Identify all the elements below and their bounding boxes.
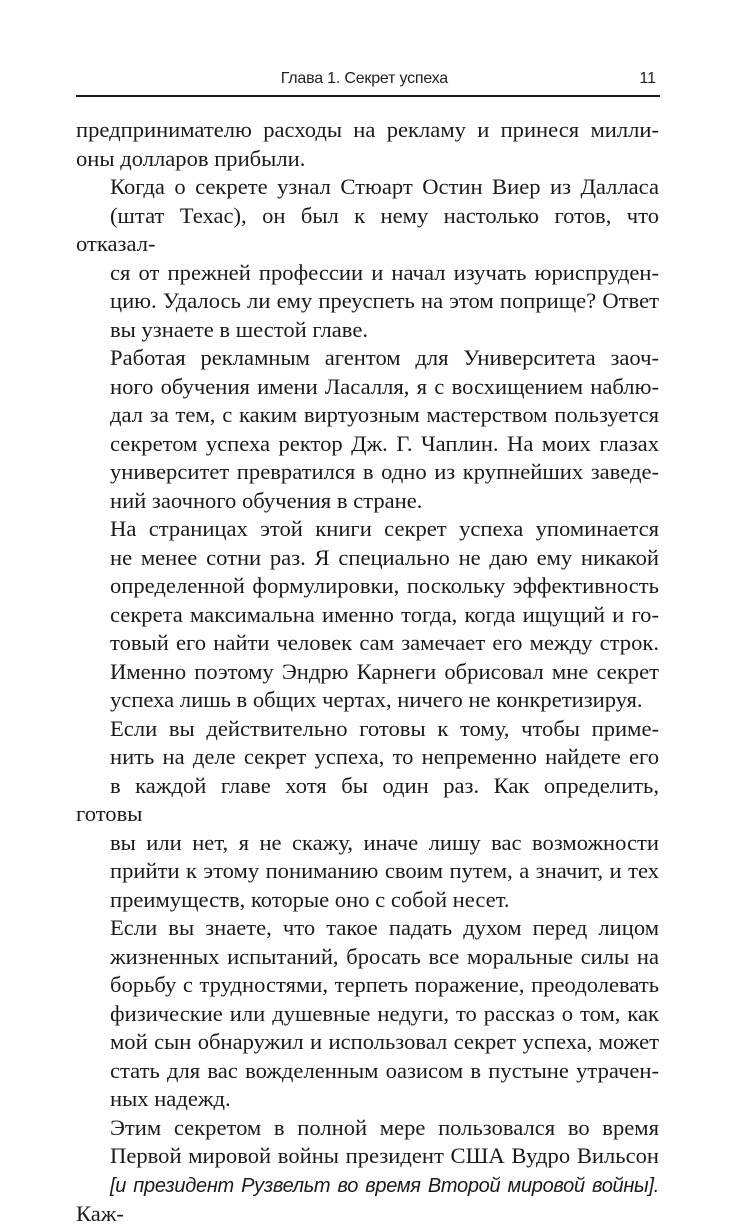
text-line: Если вы действительно готовы к тому, чтобы приме- (110, 715, 659, 741)
text-line: вы узнаете в шестой главе. (110, 316, 368, 342)
text-line-with-note (76, 1171, 659, 1229)
text-line: Если вы знаете, что такое падать духом перед лицом (110, 915, 659, 940)
text-line: Этим секретом в полной мере пользовался во время (110, 1114, 659, 1140)
text-line: стать для вас вожделенным оазисом в пустыне утрачен- (110, 1057, 659, 1083)
running-header (76, 70, 660, 96)
text-line: в каждой главе хотя бы один раз. Как определить, готовы (76, 772, 659, 826)
line-tail: Каж- (76, 1201, 124, 1226)
text-line: ного обучения имени Ласалля, я с восхищением наблю- (110, 373, 659, 399)
page-number: 11 (639, 70, 656, 87)
text-line: (штат Техас), он был к нему настолько готов, что отказал- (76, 202, 659, 256)
paragraph (76, 914, 659, 1114)
text-line: ся от прежней профессии и начал изучать юриспруден- (110, 259, 659, 285)
text-line: ных надежд. (110, 1086, 231, 1111)
text-line: секрета максимальна именно тогда, когда ищущий и го- (110, 601, 659, 627)
text-line: Работая рекламным агентом для Университета заоч- (110, 345, 659, 370)
text-line: предпринимателю расходы на рекламу и принеся милли- (76, 117, 659, 142)
text-line: На страницах этой книги секрет успеха упоминается (110, 516, 659, 541)
text-line: определенной формулировки, поскольку эффективность (110, 573, 659, 598)
text-line: физические или душевные недуги, то рассказ о том, как (110, 1000, 659, 1026)
text-line: прийти к этому пониманию своим путем, а значит, и тех (110, 858, 659, 883)
text-line: мой сын обнаружил и использовал секрет успеха, может (110, 1029, 659, 1054)
text-line: Именно поэтому Эндрю Карнеги обрисовал мне секрет (110, 658, 659, 684)
paragraph (76, 1114, 659, 1229)
text-line: товый его найти человек сам замечает его между строк. (110, 630, 659, 655)
text-line: университет превратился в одно из крупнейших заведе- (110, 459, 659, 484)
paragraph (76, 715, 659, 915)
text-line: успеха лишь в общих чертах, ничего не конкретизируя. (110, 687, 643, 712)
text-line: не менее сотни раз. Я специально не даю ему никакой (110, 544, 659, 570)
paragraph (76, 116, 659, 173)
editor-note: [и президент Рузвельт во время Второй мировой войны]. (110, 1174, 659, 1197)
text-line: вы или нет, я не скажу, иначе лишу вас возможности (110, 829, 659, 855)
text-line: секретом успеха ректор Дж. Г. Чаплин. На моих глазах (110, 430, 659, 456)
text-line: ний заочного обучения в стране. (110, 487, 423, 513)
text-line: оны долларов прибыли. (76, 145, 306, 171)
header-rule (76, 95, 660, 97)
chapter-title: Глава 1. Секрет успеха (280, 70, 448, 87)
text-line: цию. Удалось ли ему преуспеть на этом поприще? Ответ (110, 288, 659, 313)
text-line: Первой мировой войны президент США Вудро Вильсон (110, 1143, 659, 1168)
text-line: жизненных испытаний, бросать все моральные силы на (110, 943, 659, 969)
text-line: борьбу с трудностями, терпеть поражение, преодолевать (110, 972, 659, 997)
text-line: Когда о секрете узнал Стюарт Остин Виер из Далласа (110, 174, 659, 199)
text-line: преимуществ, которые оно с собой несет. (110, 886, 510, 912)
text-line: дал за тем, с каким виртуозным мастерством пользуется (110, 402, 659, 427)
body-text (76, 116, 659, 1229)
paragraph (76, 173, 659, 344)
paragraph (76, 515, 659, 715)
paragraph (76, 344, 659, 515)
text-line: нить на деле секрет успеха, то непременно найдете его (110, 744, 659, 769)
